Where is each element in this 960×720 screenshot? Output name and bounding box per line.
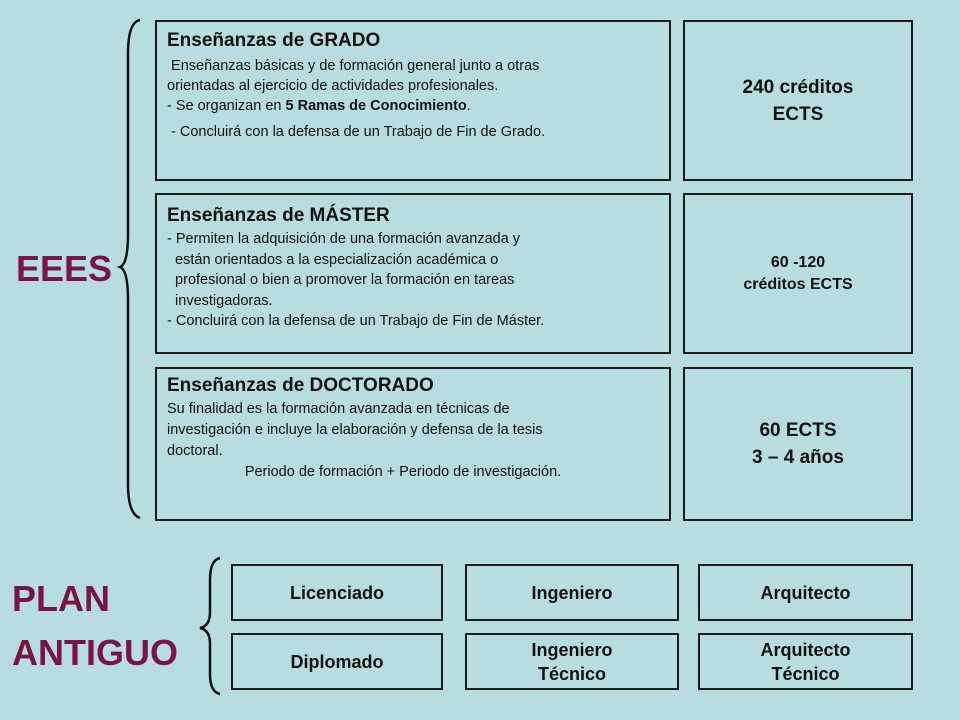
plan-antiguo-brace [198, 556, 228, 696]
plan-antiguo-label-line-1: PLAN [12, 578, 110, 619]
title-arquitecto-tecnico-line-1: Arquitecto [760, 639, 851, 660]
title-diplomado-box [231, 633, 443, 690]
grado-credits-line-1: 240 créditos [742, 76, 854, 98]
master-line-1: - Permiten la adquisición de una formación avanzada y [167, 231, 521, 247]
master-credits-box [683, 193, 913, 354]
doctorado-line-4: Periodo de formación + Periodo de investigación. [244, 464, 562, 480]
title-arquitecto: Arquitecto [760, 582, 851, 603]
title-arquitecto-box [698, 564, 913, 621]
title-diplomado: Diplomado [290, 651, 384, 672]
grado-line-3-end: . [466, 98, 471, 114]
grado-line-2: orientadas al ejercicio de actividades profesionales. [167, 78, 499, 94]
grado-heading: Enseñanzas de GRADO [167, 30, 381, 51]
eees-brace [120, 14, 150, 524]
grado-description-box [155, 20, 671, 181]
doctorado-description-box [155, 367, 671, 521]
doctorado-credits-line-2: 3 – 4 años [752, 447, 844, 468]
plan-antiguo-label-line-2: ANTIGUO [12, 632, 178, 673]
master-line-3: profesional o bien a promover la formación en tareas [167, 272, 515, 288]
doctorado-credits-line-1: 60 ECTS [759, 420, 837, 441]
title-ingeniero-box [465, 564, 679, 621]
title-licenciado: Licenciado [289, 582, 385, 603]
master-heading: Enseñanzas de MÁSTER [167, 205, 390, 226]
title-ingeniero: Ingeniero [531, 582, 613, 603]
eees-label: EEES [16, 248, 113, 289]
master-description-box [155, 193, 671, 354]
title-licenciado-box [231, 564, 443, 621]
title-arquitecto-tecnico-line-2: Técnico [771, 663, 840, 684]
master-credits-line-2: créditos ECTS [743, 275, 853, 293]
grado-ramas-bold: 5 Ramas de Conocimiento [285, 98, 467, 114]
master-credits-line-1: 60 -120 [770, 253, 826, 271]
grado-line-3-text: - Se organizan en [167, 98, 286, 114]
doctorado-heading: Enseñanzas de DOCTORADO [167, 375, 434, 396]
master-line-5: - Concluirá con la defensa de un Trabajo de Fin de Máster. [167, 313, 545, 329]
doctorado-line-1: Su finalidad es la formación avanzada en técnicas de [167, 401, 510, 417]
grado-line-3 [167, 96, 659, 116]
title-ingeniero-tecnico-line-1: Ingeniero [531, 639, 613, 660]
grado-credits-line-2: ECTS [772, 103, 824, 125]
title-ingeniero-tecnico-line-2: Técnico [537, 663, 607, 684]
master-line-4: investigadoras. [167, 292, 273, 309]
grado-credits-box [683, 20, 913, 181]
doctorado-line-2: investigación e incluye la elaboración y defensa de la tesis [167, 422, 543, 438]
doctorado-credits-box [683, 367, 913, 521]
title-arquitecto-tecnico-box [698, 633, 913, 690]
grado-line-4: - Concluirá con la defensa de un Trabajo de Fin de Grado. [167, 124, 546, 140]
master-line-2: están orientados a la especialización académica o [167, 251, 499, 268]
doctorado-line-3: doctoral. [167, 443, 223, 459]
grado-line-1: Enseñanzas básicas y de formación general junto a otras [167, 58, 540, 74]
title-ingeniero-tecnico-box [465, 633, 679, 690]
